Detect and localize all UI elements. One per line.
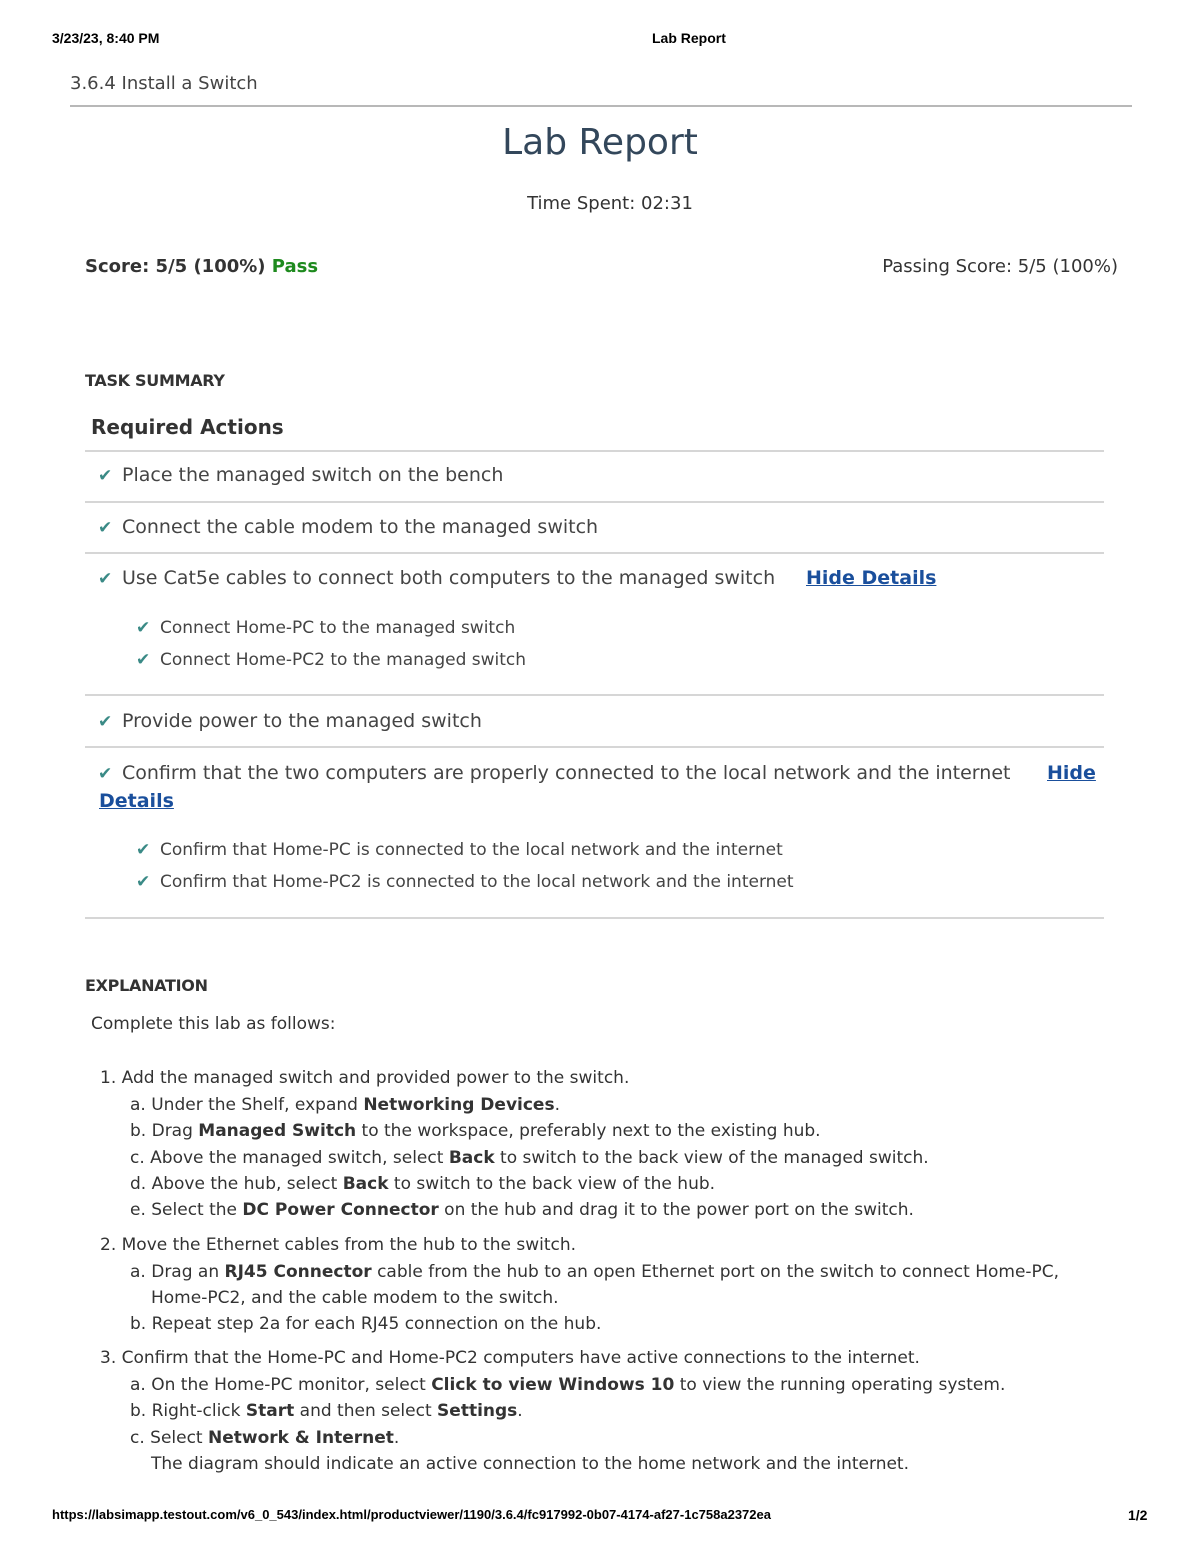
divider bbox=[85, 917, 1104, 919]
substep-continuation: Home-PC2, and the cable modem to the switch. bbox=[151, 1288, 559, 1308]
divider bbox=[85, 694, 1104, 696]
action-text: Use Cat5e cables to connect both computers to the managed switch bbox=[122, 567, 776, 589]
step: 2. Move the Ethernet cables from the hub to the switch. bbox=[100, 1235, 577, 1255]
check-icon: ✔ bbox=[136, 618, 151, 638]
detail-item bbox=[136, 618, 515, 638]
check-icon: ✔ bbox=[98, 712, 113, 732]
breadcrumb: 3.6.4 Install a Switch bbox=[70, 73, 258, 94]
pass-status: Pass bbox=[271, 256, 319, 277]
explanation-intro: Complete this lab as follows: bbox=[91, 1014, 336, 1034]
action-text: Confirm that the two computers are properly connected to the local network and the internet bbox=[122, 762, 1011, 784]
action-item bbox=[98, 516, 598, 538]
detail-text: Confirm that Home-PC is connected to the local network and the internet bbox=[160, 840, 783, 860]
check-icon: ✔ bbox=[98, 518, 113, 538]
hide-details-link[interactable]: Hide bbox=[1047, 762, 1096, 784]
check-icon: ✔ bbox=[98, 764, 113, 784]
action-text: Connect the cable modem to the managed switch bbox=[122, 516, 599, 538]
print-url: https://labsimapp.testout.com/v6_0_543/index.html/productviewer/1190/3.6.4/fc917992-0b07-4174-af27-1c758a2372ea bbox=[52, 1507, 771, 1522]
substep-continuation: The diagram should indicate an active connection to the home network and the internet. bbox=[151, 1454, 910, 1474]
substep: b. Repeat step 2a for each RJ45 connection on the hub. bbox=[130, 1314, 602, 1334]
action-item bbox=[98, 567, 775, 589]
detail-text: Connect Home-PC to the managed switch bbox=[160, 618, 516, 638]
action-item bbox=[98, 762, 1010, 784]
substep: b. Right-click Start and then select Settings. bbox=[130, 1401, 523, 1421]
print-title: Lab Report bbox=[652, 30, 726, 46]
substep: a. On the Home-PC monitor, select Click to view Windows 10 to view the running operating system. bbox=[130, 1375, 1006, 1395]
substep: e. Select the DC Power Connector on the hub and drag it to the power port on the switch. bbox=[130, 1200, 914, 1220]
substep: c. Above the managed switch, select Back to switch to the back view of the managed switch. bbox=[130, 1148, 929, 1168]
print-header bbox=[0, 30, 1200, 50]
action-text: Provide power to the managed switch bbox=[122, 710, 482, 732]
divider bbox=[85, 552, 1104, 554]
passing-score: Passing Score: 5/5 (100%) bbox=[882, 256, 1118, 277]
substep: d. Above the hub, select Back to switch to the back view of the hub. bbox=[130, 1174, 716, 1194]
substep: a. Drag an RJ45 Connector cable from the hub to an open Ethernet port on the switch to connect Home-PC, bbox=[130, 1262, 1060, 1282]
divider bbox=[85, 501, 1104, 503]
page-title: Lab Report bbox=[502, 122, 698, 163]
divider bbox=[85, 450, 1104, 452]
step: 1. Add the managed switch and provided power to the switch. bbox=[100, 1068, 630, 1088]
action-item bbox=[98, 710, 482, 732]
detail-item bbox=[136, 872, 794, 892]
divider bbox=[85, 746, 1104, 748]
detail-item bbox=[136, 650, 526, 670]
check-icon: ✔ bbox=[98, 569, 113, 589]
detail-text: Confirm that Home-PC2 is connected to the local network and the internet bbox=[160, 872, 794, 892]
print-date: 3/23/23, 8:40 PM bbox=[52, 30, 160, 46]
check-icon: ✔ bbox=[136, 840, 151, 860]
detail-text: Connect Home-PC2 to the managed switch bbox=[160, 650, 527, 670]
divider bbox=[70, 105, 1132, 107]
check-icon: ✔ bbox=[136, 872, 151, 892]
score-value: Score: 5/5 (100%) bbox=[85, 256, 266, 277]
step: 3. Confirm that the Home-PC and Home-PC2 computers have active connections to the internet. bbox=[100, 1348, 920, 1368]
substep: a. Under the Shelf, expand Networking Devices. bbox=[130, 1095, 560, 1115]
action-text: Place the managed switch on the bench bbox=[122, 464, 504, 486]
print-footer bbox=[0, 1507, 1200, 1527]
task-summary-heading: TASK SUMMARY bbox=[85, 371, 225, 390]
hide-details-link[interactable]: Hide Details bbox=[806, 567, 937, 589]
check-icon: ✔ bbox=[98, 466, 113, 486]
time-spent: Time Spent: 02:31 bbox=[527, 193, 693, 214]
page-number: 1/2 bbox=[1128, 1507, 1148, 1523]
check-icon: ✔ bbox=[136, 650, 151, 670]
substep: b. Drag Managed Switch to the workspace, preferably next to the existing hub. bbox=[130, 1121, 821, 1141]
hide-details-link-cont[interactable]: Details bbox=[99, 790, 174, 812]
explanation-heading: EXPLANATION bbox=[85, 976, 208, 995]
score bbox=[85, 256, 318, 277]
required-actions-heading: Required Actions bbox=[91, 415, 284, 439]
substep: c. Select Network & Internet. bbox=[130, 1428, 400, 1448]
detail-item bbox=[136, 840, 783, 860]
action-item bbox=[98, 464, 503, 486]
